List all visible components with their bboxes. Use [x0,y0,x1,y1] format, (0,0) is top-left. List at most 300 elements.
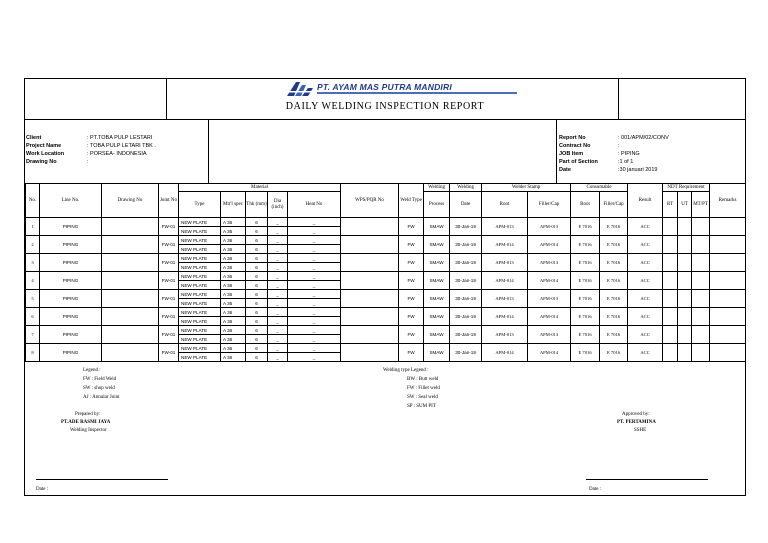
cell-filler-cap: APM-014 [528,236,571,254]
cell-thk: 6 [246,272,268,281]
cell-consumable-filler: E 7016 [600,326,628,344]
cell-heat-no: _ [288,317,341,326]
cell-mtpt [692,236,710,254]
col-process: Process [424,192,450,218]
cell-dia: _ [268,236,288,245]
approved-by-label: Approved by: [622,412,650,417]
cell-remarks [710,218,746,236]
cell-consumable-filler: E 7016 [600,236,628,254]
col-ut: UT [678,192,692,218]
cell-weld-type: FW [399,308,424,326]
drawing-no-value: : [87,159,89,165]
cell-ut [678,326,692,344]
cell-line-no: PIPING [40,218,102,236]
table-row [26,218,746,227]
cell-wps-pqr [341,344,399,362]
cell-heat-no: _ [288,308,341,317]
cell-type: NEW PLATE [179,290,221,299]
cell-dia: _ [268,263,288,272]
legend-title: Legend : [83,368,101,373]
cell-mtrl-spec: A 36 [221,254,246,263]
cell-no: 4 [26,272,40,290]
col-welder-stamp: Welder Stamp [482,184,571,192]
cell-root: APM-014 [482,272,528,290]
col-filler-cap: Filler/Cap [528,192,571,218]
col-material: Material [179,184,341,192]
cell-consumable-root: E 7016 [571,308,600,326]
cell-line-no: PIPING [40,344,102,362]
cell-thk: 6 [246,218,268,227]
cell-wps-pqr [341,290,399,308]
cell-joint-no: FW-01 [159,218,179,236]
col-rt: RT [663,192,678,218]
cell-type: NEW PLATE [179,218,221,227]
cell-root: APM-014 [482,308,528,326]
work-location-label: Work Location [26,151,65,157]
cell-date: 30-Jan-19 [450,272,482,290]
cell-mtrl-spec: A 36 [221,353,246,362]
cell-result: ACC [628,344,663,362]
cell-wps-pqr [341,254,399,272]
cell-line-no: PIPING [40,308,102,326]
cell-type: NEW PLATE [179,308,221,317]
cell-root: APM-013 [482,218,528,236]
info-middle-box [208,119,557,183]
cell-result: ACC [628,218,663,236]
cell-drawing-no [102,344,159,362]
col-consumable-root: Root [571,192,600,218]
welding-type-legend-item: SP : SUM PIT [407,404,436,409]
cell-mtpt [692,308,710,326]
cell-weld-type: FW [399,290,424,308]
cell-joint-no: FW-01 [159,344,179,362]
cell-drawing-no [102,272,159,290]
report-info [25,119,745,184]
cell-filler-cap: APM-014 [528,272,571,290]
col-heat-no: Heat No [288,192,341,218]
cell-weld-type: FW [399,236,424,254]
col-date: Date [450,192,482,218]
table-row [26,308,746,317]
cell-consumable-filler: E 7016 [600,290,628,308]
page-title: DAILY WELDING INSPECTION REPORT [285,101,485,112]
cell-weld-type: FW [399,326,424,344]
cell-heat-no: _ [288,344,341,353]
approved-by-name: PT. PERTAMINA [617,420,656,425]
cell-remarks [710,308,746,326]
cell-ut [678,254,692,272]
col-consumable: Consumable [571,184,628,192]
cell-weld-type: FW [399,254,424,272]
col-remarks: Remarks [710,184,746,218]
cell-wps-pqr [341,308,399,326]
report-no-label: Report No [559,135,586,141]
cell-weld-type: FW [399,344,424,362]
cell-process: SMAW [424,344,450,362]
cell-consumable-filler: E 7016 [600,308,628,326]
cell-mtrl-spec: A 36 [221,344,246,353]
cell-rt [663,254,678,272]
legend-item: FW : Field Weld [83,377,117,382]
cell-wps-pqr [341,326,399,344]
cell-mtpt [692,254,710,272]
col-wps-pqr: WPS/PQR No [341,184,399,218]
cell-process: SMAW [424,326,450,344]
date-value: :30 januari 2019 [618,167,658,173]
cell-type: NEW PLATE [179,245,221,254]
cell-joint-no: FW-01 [159,254,179,272]
approved-signature-line [586,479,708,480]
cell-consumable-root: E 7016 [571,236,600,254]
cell-rt [663,344,678,362]
cell-mtrl-spec: A 36 [221,335,246,344]
job-item-value: : PIPING [618,151,640,157]
company-name: PT. AYAM MAS PUTRA MANDIRI [317,82,452,92]
cell-mtpt [692,272,710,290]
cell-dia: _ [268,326,288,335]
cell-dia: _ [268,245,288,254]
cell-mtrl-spec: A 36 [221,218,246,227]
col-drawing-no: Drawing No [102,184,159,218]
contract-no-value: : [618,143,620,149]
cell-result: ACC [628,308,663,326]
cell-consumable-root: E 7016 [571,290,600,308]
cell-process: SMAW [424,308,450,326]
cell-rt [663,326,678,344]
col-thk: Thk (mm) [246,192,268,218]
cell-remarks [710,344,746,362]
cell-wps-pqr [341,236,399,254]
cell-consumable-root: E 7016 [571,344,600,362]
client-label: Client [26,135,42,141]
cell-heat-no: _ [288,281,341,290]
prepared-date-label: Date : [36,487,49,492]
cell-date: 30-Jan-19 [450,290,482,308]
cell-line-no: PIPING [40,254,102,272]
cell-type: NEW PLATE [179,335,221,344]
cell-thk: 6 [246,227,268,236]
cell-dia: _ [268,353,288,362]
cell-heat-no: _ [288,290,341,299]
cell-joint-no: FW-01 [159,272,179,290]
cell-root: APM-014 [482,236,528,254]
cell-ut [678,218,692,236]
col-dia: Dia (inch) [268,192,288,218]
cell-date: 30-Jan-19 [450,236,482,254]
cell-remarks [710,326,746,344]
cell-dia: _ [268,299,288,308]
cell-thk: 6 [246,245,268,254]
cell-dia: _ [268,344,288,353]
welding-type-legend-title: Welding type Legend : [383,368,429,373]
cell-result: ACC [628,236,663,254]
col-no: No. [26,184,40,218]
col-root: Root [482,192,528,218]
table-row [26,326,746,335]
table-row [26,254,746,263]
cell-dia: _ [268,281,288,290]
cell-drawing-no [102,254,159,272]
cell-mtrl-spec: A 36 [221,227,246,236]
cell-root: APM-013 [482,326,528,344]
cell-type: NEW PLATE [179,254,221,263]
header-right-cell [618,79,746,119]
cell-date: 30-Jan-19 [450,254,482,272]
col-joint-no: Joint No [159,184,179,218]
table-row [26,272,746,281]
work-location-value: : PORSEA- INDONESIA [87,151,147,157]
cell-no: 2 [26,236,40,254]
cell-mtrl-spec: A 36 [221,245,246,254]
cell-dia: _ [268,272,288,281]
col-consumable-filler: Filler/Cap [600,192,628,218]
cell-date: 30-Jan-19 [450,326,482,344]
report-header [25,79,745,120]
cell-rt [663,290,678,308]
cell-remarks [710,236,746,254]
cell-heat-no: _ [288,335,341,344]
cell-heat-no: _ [288,218,341,227]
cell-type: NEW PLATE [179,326,221,335]
cell-no: 6 [26,308,40,326]
cell-heat-no: _ [288,227,341,236]
cell-process: SMAW [424,272,450,290]
col-mtrl-spec: Mtr'l spec [221,192,246,218]
cell-line-no: PIPING [40,326,102,344]
cell-mtrl-spec: A 36 [221,308,246,317]
cell-remarks [710,272,746,290]
col-welding-process-top: Welding [424,184,450,192]
cell-no: 7 [26,326,40,344]
cell-thk: 6 [246,290,268,299]
welding-type-legend-item: FW : Fillet weld [407,386,440,391]
cell-dia: _ [268,227,288,236]
cell-process: SMAW [424,236,450,254]
cell-mtrl-spec: A 36 [221,236,246,245]
cell-remarks [710,290,746,308]
welding-table [25,183,746,362]
cell-joint-no: FW-01 [159,326,179,344]
col-weld-type: Weld Type [399,184,424,218]
cell-process: SMAW [424,218,450,236]
date-label: Date [559,167,571,173]
cell-result: ACC [628,326,663,344]
cell-ut [678,344,692,362]
cell-consumable-root: E 7016 [571,218,600,236]
cell-ut [678,272,692,290]
cell-drawing-no [102,326,159,344]
col-line-no: Line No. [40,184,102,218]
cell-type: NEW PLATE [179,281,221,290]
cell-type: NEW PLATE [179,227,221,236]
part-of-section-label: Part of Section [559,159,598,165]
cell-result: ACC [628,290,663,308]
cell-result: ACC [628,272,663,290]
cell-rt [663,272,678,290]
cell-wps-pqr [341,272,399,290]
cell-thk: 6 [246,326,268,335]
cell-dia: _ [268,218,288,227]
cell-type: NEW PLATE [179,344,221,353]
cell-dia: _ [268,317,288,326]
cell-thk: 6 [246,299,268,308]
welding-type-legend-item: SW : Seal weld [407,395,438,400]
cell-heat-no: _ [288,272,341,281]
cell-type: NEW PLATE [179,263,221,272]
cell-mtrl-spec: A 36 [221,299,246,308]
cell-no: 5 [26,290,40,308]
cell-mtrl-spec: A 36 [221,290,246,299]
cell-thk: 6 [246,344,268,353]
cell-heat-no: _ [288,263,341,272]
cell-weld-type: FW [399,218,424,236]
cell-drawing-no [102,218,159,236]
col-type: Type [179,192,221,218]
cell-drawing-no [102,236,159,254]
cell-no: 3 [26,254,40,272]
cell-line-no: PIPING [40,272,102,290]
cell-result: ACC [628,254,663,272]
cell-type: NEW PLATE [179,299,221,308]
cell-consumable-filler: E 7016 [600,344,628,362]
table-row [26,236,746,245]
table-row [26,344,746,353]
cell-thk: 6 [246,335,268,344]
cell-type: NEW PLATE [179,317,221,326]
cell-heat-no: _ [288,353,341,362]
cell-joint-no: FW-01 [159,308,179,326]
cell-mtrl-spec: A 36 [221,272,246,281]
cell-thk: 6 [246,308,268,317]
prepared-by-name: PT.ADE RASMI JAYA [61,420,111,425]
cell-date: 30-Jan-19 [450,218,482,236]
cell-line-no: PIPING [40,290,102,308]
cell-ut [678,308,692,326]
cell-thk: 6 [246,254,268,263]
project-name-label: Project Name [26,143,62,149]
cell-consumable-filler: E 7016 [600,272,628,290]
inspection-report-sheet [24,78,746,496]
legend-item: AJ : Annular Joint [83,395,120,400]
cell-no: 1 [26,218,40,236]
cell-consumable-root: E 7016 [571,254,600,272]
welding-type-legend-item: BW : Butt weld [407,377,439,382]
cell-type: NEW PLATE [179,272,221,281]
cell-filler-cap: APM-014 [528,308,571,326]
cell-thk: 6 [246,281,268,290]
cell-filler-cap: APM-013 [528,218,571,236]
cell-thk: 6 [246,353,268,362]
cell-ut [678,290,692,308]
cell-dia: _ [268,335,288,344]
cell-consumable-root: E 7016 [571,272,600,290]
cell-consumable-root: E 7016 [571,326,600,344]
col-ndt: NDT Requirement [663,184,710,192]
job-item-label: JOB Item [559,151,584,157]
col-mtpt: MT/PT [692,192,710,218]
legend-item: SW : shop weld [83,386,115,391]
col-result: Result [628,184,663,218]
cell-mtrl-spec: A 36 [221,263,246,272]
cell-dia: _ [268,290,288,299]
contract-no-label: Contract No [559,143,591,149]
cell-drawing-no [102,308,159,326]
cell-no: 8 [26,344,40,362]
cell-mtpt [692,344,710,362]
drawing-no-label: Drawing No [26,159,57,165]
cell-root: APM-013 [482,290,528,308]
cell-line-no: PIPING [40,236,102,254]
company-logo [286,81,314,97]
cell-heat-no: _ [288,245,341,254]
cell-heat-no: _ [288,254,341,263]
cell-filler-cap: APM-013 [528,290,571,308]
cell-joint-no: FW-01 [159,290,179,308]
cell-rt [663,236,678,254]
cell-heat-no: _ [288,299,341,308]
cell-dia: _ [268,254,288,263]
cell-drawing-no [102,290,159,308]
approved-by-role: SSHE [634,428,647,433]
cell-consumable-filler: E 7016 [600,218,628,236]
prepared-by-label: Prepared by: [75,412,101,417]
approved-date-label: Date : [589,487,602,492]
cell-weld-type: FW [399,272,424,290]
table-body [26,218,746,362]
cell-thk: 6 [246,236,268,245]
cell-joint-no: FW-01 [159,236,179,254]
prepared-by-role: Welding Inspector [70,428,107,433]
cell-date: 30-Jan-19 [450,344,482,362]
cell-dia: _ [268,308,288,317]
cell-wps-pqr [341,218,399,236]
cell-mtrl-spec: A 36 [221,317,246,326]
report-no-value: : 001/APM/02/CONV [618,135,669,141]
cell-mtrl-spec: A 36 [221,281,246,290]
header-left-cell [25,79,167,119]
cell-heat-no: _ [288,326,341,335]
cell-filler-cap: APM-014 [528,344,571,362]
prepared-signature-line [36,479,168,480]
cell-type: NEW PLATE [179,353,221,362]
cell-process: SMAW [424,254,450,272]
company-tagline-bar [317,92,517,94]
cell-filler-cap: APM-013 [528,254,571,272]
col-welding-date-top: Welding [450,184,482,192]
cell-date: 30-Jan-19 [450,308,482,326]
cell-consumable-filler: E 7016 [600,254,628,272]
cell-ut [678,236,692,254]
cell-process: SMAW [424,290,450,308]
cell-remarks [710,254,746,272]
cell-thk: 6 [246,317,268,326]
cell-mtpt [692,326,710,344]
client-value: : PT.TOBA PULP LESTARI [87,135,153,141]
project-name-value: : TOBA PULP LETARI TBK . [87,143,156,149]
cell-mtpt [692,290,710,308]
cell-rt [663,218,678,236]
cell-type: NEW PLATE [179,236,221,245]
cell-heat-no: _ [288,236,341,245]
cell-mtpt [692,218,710,236]
cell-thk: 6 [246,263,268,272]
cell-mtrl-spec: A 36 [221,326,246,335]
part-of-section-value: :1 of 1 [618,159,634,165]
cell-root: APM-014 [482,344,528,362]
cell-rt [663,308,678,326]
cell-filler-cap: APM-013 [528,326,571,344]
table-row [26,290,746,299]
